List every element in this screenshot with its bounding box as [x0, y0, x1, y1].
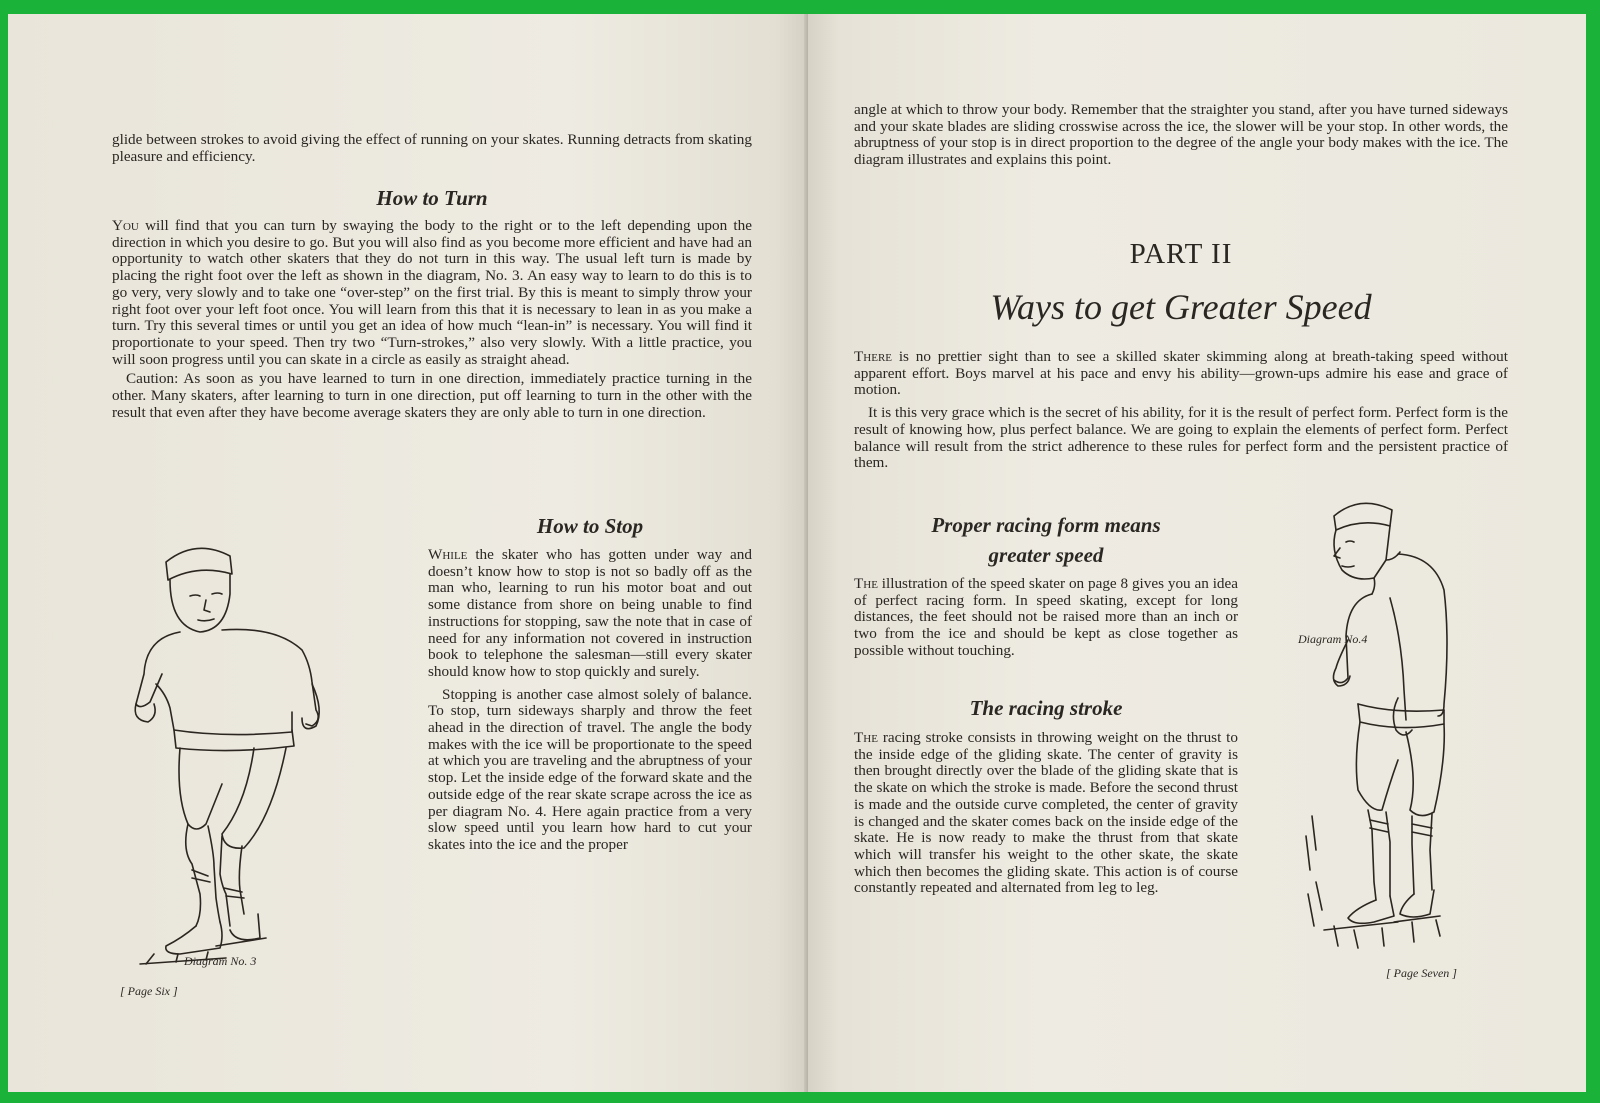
turn-paragraph-1: You will find that you can turn by swaying the body to the right or to the left depending upon the direction in which you desire to go. But you will also find as you become more efficient and have had an opportunity to watch other skaters that they do not turn in this way. The usual left turn is made by placing the right foot over the left as shown in the diagram, No. 3. An easy way to learn to do this is to go very, very slowly and to take one “over-step” on the first trial. By this is meant to simply throw your right foot over your left foot once. You will learn from this that it is necessary to lean in as you make a turn. Try this several times or until you get an idea of how much “lean-in” is necessary. You will find it proportionate to your speed. Then try two “Turn-strokes,” also very slowly. With a little practice, you will soon progress until you can skate in a circle as easily as straight ahead. — [112, 217, 752, 368]
page-seven-folio: [ Page Seven ] — [1386, 966, 1457, 980]
part-ii-subtitle: Ways to get Greater Speed — [990, 287, 1372, 327]
stop-section — [428, 547, 752, 857]
speed-intro-section — [854, 349, 1508, 475]
diagram-4-caption: Diagram No.4 — [1298, 632, 1368, 646]
continued-paragraph: angle at which to throw your body. Remember that the straighter you stand, after you have turned sideways and your skate blades are sliding crosswise across the ice, the slower will be your stop. In other words, the abruptness of your stop is in direct proportion to the degree of the angle your body makes with the ice. The diagram illustrates and explains this point. — [854, 101, 1508, 169]
speed-paragraph-1: There is no prettier sight than to see a skilled skater skimming along at breath-taking speed without apparent effort. Boys marvel at his pace and envy his ability—grown-ups admire his ease and grace of motion. — [854, 348, 1508, 399]
racing-stroke-paragraph: The racing stroke consists in throwing weight on the thrust to the inside edge of the gliding skate. The center of gravity is then brought directly over the blade of the gliding skate that is the skate on which the stroke is made. Before the second thrust is made and the outside curve completed, the center of gravity is changed and the skater comes back on the inside edge of the skate. He is now ready to make the thrust from that skate which will transfer his weight to the other skate, the skate which then becomes the gliding skate. This action is of course constantly repeated and alternated from leg to leg. — [854, 729, 1238, 897]
racing-form-heading: Proper racing form means greater speed — [931, 513, 1161, 567]
page-six-folio: [ Page Six ] — [120, 984, 178, 998]
turn-paragraph-2: Caution: As soon as you have learned to turn in one direction, immediately practice turning in the other. Many skaters, after learning to turn in one direction, put off learning to turn in the other with the result that even after they have become average skaters they are only able to turn in one direction. — [112, 370, 752, 421]
booklet-spread — [8, 14, 1586, 1092]
turn-section — [112, 218, 752, 424]
stop-heading: How to Stop — [536, 514, 644, 538]
stop-paragraph-1: While the skater who has gotten under way and doesn’t know how to stop is not so badly off as the man who, learning to run his motor boat and out some distance from shore on being unable to find instructions for stopping, saw the note that in case of need for any information not covered in instruction book to telephone the salesman—still every skater should know how to stop quickly and surely. — [428, 546, 752, 680]
diagram-3-caption: Diagram No. 3 — [184, 954, 257, 968]
intro-paragraph: glide between strokes to avoid giving the effect of running on your skates. Running detracts from skating pleasure and efficiency. — [112, 131, 752, 165]
right-page — [808, 14, 1586, 1092]
speed-paragraph-2: It is this very grace which is the secret of his ability, for it is the result of perfect form. Perfect form is the result of knowing how, plus perfect balance. We are going to explain the elements of perfect form. Perfect balance will result from the strict adherence to these rules for perfect form and the persistent practice of them. — [854, 404, 1508, 472]
part-ii-title: PART II — [1129, 238, 1233, 270]
skater-turning-illustration — [126, 534, 366, 974]
turn-heading: How to Turn — [376, 186, 488, 210]
racing-stroke-heading: The racing stroke — [969, 696, 1123, 720]
skater-stopping-illustration — [1294, 490, 1494, 960]
left-page — [8, 14, 808, 1092]
racing-form-paragraph: The illustration of the speed skater on page 8 gives you an idea of perfect racing form. In speed skating, except for long distances, the feet should not be raised more than an inch or two from the ice and should be kept as close together as possible without touching. — [854, 575, 1238, 659]
stop-paragraph-2: Stopping is another case almost solely of balance. To stop, turn sideways sharply and throw the feet ahead in the direction of travel. The angle the body makes with the ice will be proportionate to the speed at which you are traveling and the abruptness of your stop. Let the inside edge of the forward skate and the outside edge of the rear skate scrape across the ice as per diagram No. 4. Here again practice from a very slow speed until you learn how hard to cut your skates into the ice and the proper — [428, 685, 752, 853]
